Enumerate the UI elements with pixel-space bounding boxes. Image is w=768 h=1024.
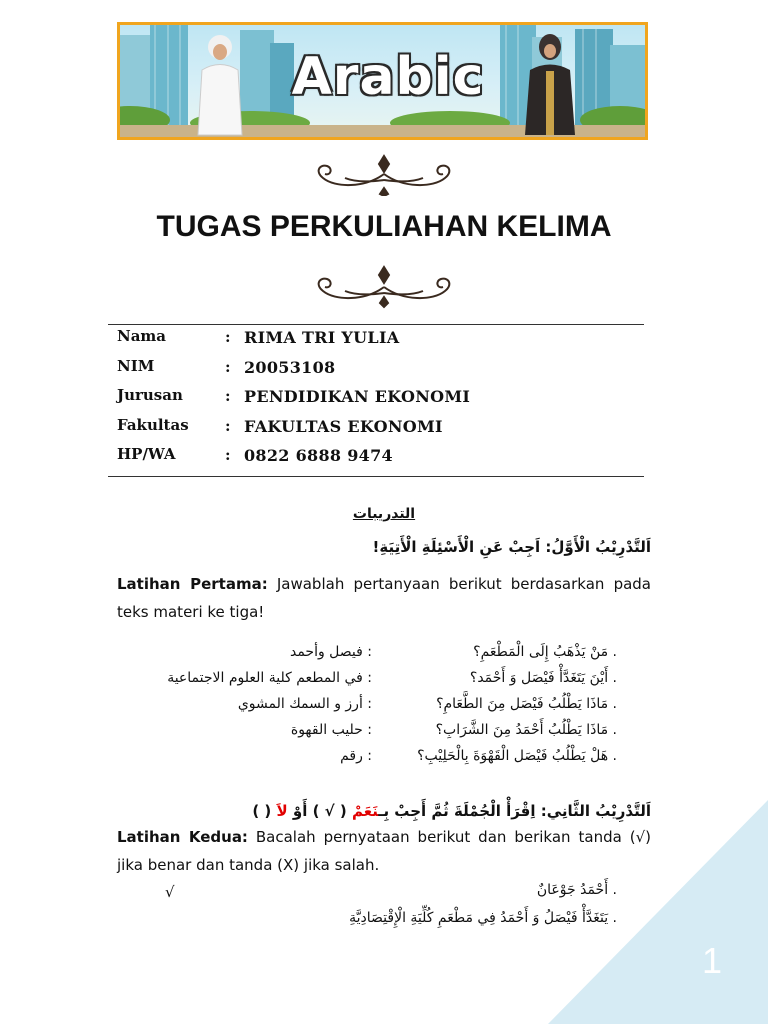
- info-value: PENDIDIKAN EKONOMI: [244, 387, 471, 406]
- question-text: . مَاذَا يَطْلُبُ أَحْمَدُ مِنَ الشَّرَابِ؟: [435, 722, 617, 738]
- exercise1-title: اَلتَّدْرِيْبُ الْأَوَّلُ: اَجِبْ عَنِ الْأَسْئِلَةِ الْأَتِيَةِ!: [372, 538, 651, 556]
- info-value: 20053108: [244, 357, 336, 377]
- exercise1-text: Jawablah pertanyaan berikut berdasarkan pada teks materi ke tiga!: [117, 575, 651, 621]
- question-text: . مَاذَا يَطْلُبُ فَيْصَل مِنَ الطَّعَامِ؟: [436, 696, 617, 712]
- page-number: 1: [701, 940, 722, 981]
- question-text: . مَنْ يَذْهَبُ إِلَى الْمَطْعَمِ؟: [473, 644, 617, 660]
- info-value: RIMA TRI YULIA: [244, 328, 400, 347]
- banner-title: Arabic: [291, 47, 485, 107]
- question-text: . هَلْ يَطْلُبُ فَيْصَل الْقَهْوَةَ بِالْحَلِيْبِ؟: [417, 748, 617, 764]
- word-naam: نَعَمْ: [351, 802, 379, 820]
- exercise2-title-start: اَلتَّدْرِيْبُ الثَّانِي: اِقْرَأْ الْجُمْلَةَ ثُمَّ أَجِبْ بِـ: [378, 802, 651, 820]
- info-label: NIM: [117, 356, 155, 375]
- empty-paren: ( ): [252, 802, 277, 820]
- answer-text: : في المطعم كلية العلوم الاجتماعية: [167, 670, 372, 686]
- answer-text: : فيصل وأحمد: [289, 644, 372, 660]
- statement-text: . أَحْمَدُ جَوْعَانٌ: [536, 882, 617, 898]
- answer-text: : رقم: [340, 748, 372, 764]
- exercise2-text: Bacalah pernyataan berikut dan berikan tanda (√) jika benar dan tanda (X) jika salah.: [117, 828, 651, 874]
- statement-text: . يَتَغَدَّأْ فَيْصَلُ وَ أَحْمَدُ فِي مَطْعَمِ كُلِّيَةِ الْإِقْتِصَادِيَّةِ: [349, 910, 617, 926]
- answer-text: : أرز و السمك المشوي: [237, 696, 372, 712]
- info-value: FAKULTAS EKONOMI: [244, 416, 443, 436]
- info-value: 0822 6888 9474: [244, 446, 393, 465]
- info-colon: :: [225, 357, 231, 376]
- check-paren: ( √ ): [307, 802, 352, 820]
- info-label: HP/WA: [117, 445, 176, 463]
- page-title: TUGAS PERKULIAHAN KELIMA: [156, 210, 612, 243]
- word-aw: أَوْ: [287, 802, 308, 820]
- word-laa: لاَ: [276, 802, 288, 820]
- info-colon: :: [225, 328, 231, 346]
- exercise2-label: Latihan Kedua:: [117, 828, 248, 846]
- info-colon: :: [225, 416, 231, 435]
- section-heading: التدريبات: [352, 506, 416, 522]
- answer-text: : حليب القهوة: [290, 722, 372, 738]
- answer-checkmark: √: [165, 883, 175, 901]
- info-colon: :: [225, 387, 231, 405]
- question-text: . أَيْنَ يَتَغَدَّأْ فَيْصَل وَ أَحْمَد؟: [469, 670, 617, 686]
- info-label: Jurusan: [117, 386, 183, 404]
- info-label: Fakultas: [117, 415, 189, 434]
- exercise1-label: Latihan Pertama:: [117, 575, 268, 593]
- info-label: Nama: [117, 327, 167, 345]
- info-colon: :: [225, 446, 231, 464]
